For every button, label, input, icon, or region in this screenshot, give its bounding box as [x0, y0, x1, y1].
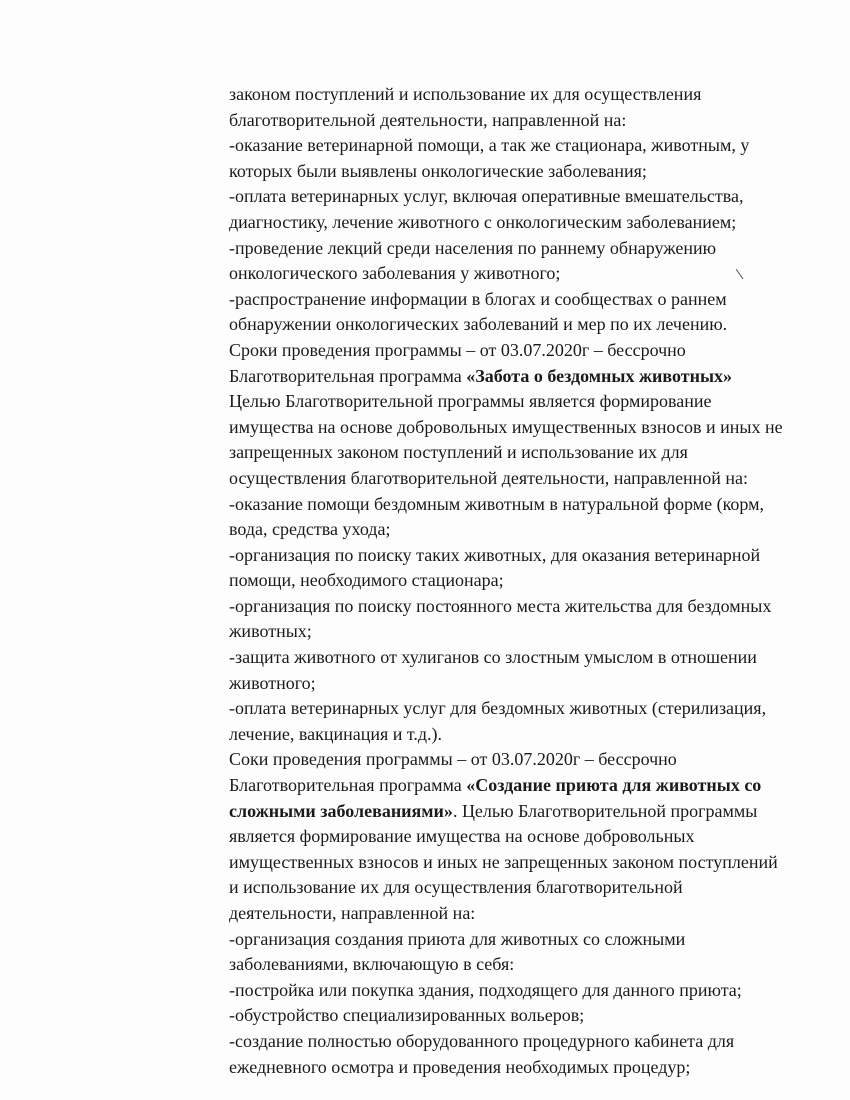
- text-line: -организация по поиску постоянного места жительства для бездомных: [229, 595, 772, 616]
- text-line: -обустройство специализированных вольеров;: [229, 1005, 585, 1026]
- text-line: диагностику, лечение животного с онкологическим заболеванием;: [229, 211, 737, 232]
- text-line: запрещенных законом поступлений и использование их для: [229, 442, 688, 463]
- text-line: -защита животного от хулиганов со злостным умыслом в отношении: [229, 647, 757, 668]
- text-line: и использование их для осуществления благотворительной: [229, 877, 683, 898]
- text-line: -оплата ветеринарных услуг, включая оперативные вмешательства,: [229, 186, 744, 207]
- text-line: -организация создания приюта для животных со сложными: [229, 928, 686, 949]
- text-line: -оказание помощи бездомным животным в натуральной форме (корм,: [229, 493, 765, 514]
- program-title-line: Благотворительная программа «Создание приюта для животных со: [229, 775, 762, 796]
- text-line: -оплата ветеринарных услуг для бездомных животных (стерилизация,: [229, 698, 767, 719]
- text-line: -постройка или покупка здания, подходящего для данного приюта;: [229, 979, 742, 1000]
- text-line: имущества на основе добровольных имущественных взносов и иных не: [229, 416, 783, 437]
- program-title: «Создание приюта для животных со: [466, 775, 762, 796]
- text-line: обнаружении онкологических заболеваний и мер по их лечению.: [229, 314, 728, 335]
- program-title: сложными заболеваниями»: [229, 800, 453, 821]
- text-line: животных;: [229, 621, 312, 642]
- text-line: которых были выявлены онкологические заболевания;: [229, 160, 647, 181]
- program-title-line: Благотворительная программа «Забота о бездомных животных»: [229, 365, 732, 386]
- program-title-line: сложными заболеваниями». Целью Благотворительной программы: [229, 800, 758, 821]
- text-line: лечение, вакцинация и т.д.).: [229, 723, 443, 744]
- program-term-line: Соки проведения программы – от 03.07.2020г – бессрочно: [229, 749, 677, 770]
- text-line: -распространение информации в блогах и сообществах о раннем: [229, 288, 727, 309]
- text-line: ежедневного осмотра и проведения необходимых процедур;: [229, 1056, 691, 1077]
- document-body: [229, 82, 839, 1080]
- text-line: животного;: [229, 672, 316, 693]
- text-line: является формирование имущества на основе добровольных: [229, 826, 695, 847]
- text-line: онкологического заболевания у животного;: [229, 263, 561, 284]
- program-term-line: Сроки проведения программы – от 03.07.2020г – бессрочно: [229, 339, 686, 360]
- text-line: благотворительной деятельности, направленной на:: [229, 109, 627, 130]
- text-line: законом поступлений и использование их для осуществления: [229, 84, 702, 104]
- program-title: «Забота о бездомных животных»: [466, 365, 732, 386]
- text-line: деятельности, направленной на:: [229, 903, 476, 923]
- text-line: осуществления благотворительной деятельности, направленной на:: [229, 467, 749, 488]
- text-line: -оказание ветеринарной помощи, а так же стационара, животным, у: [229, 135, 750, 156]
- text-line: Целью Благотворительной программы является формирование: [229, 391, 712, 412]
- text-line: -создание полностью оборудованного процедурного кабинета для: [229, 1030, 735, 1051]
- text-line: имущественных взносов и иных не запрещенных законом поступлений: [229, 851, 778, 872]
- text-line: вода, средства ухода;: [229, 519, 391, 540]
- text-line: заболеваниями, включающую в себя:: [229, 954, 515, 975]
- text-line: помощи, необходимого стационара;: [229, 570, 504, 591]
- text-line: -проведение лекций среди населения по раннему обнаружению: [229, 237, 717, 258]
- text-line: -организация по поиску таких животных, для оказания ветеринарной: [229, 544, 761, 565]
